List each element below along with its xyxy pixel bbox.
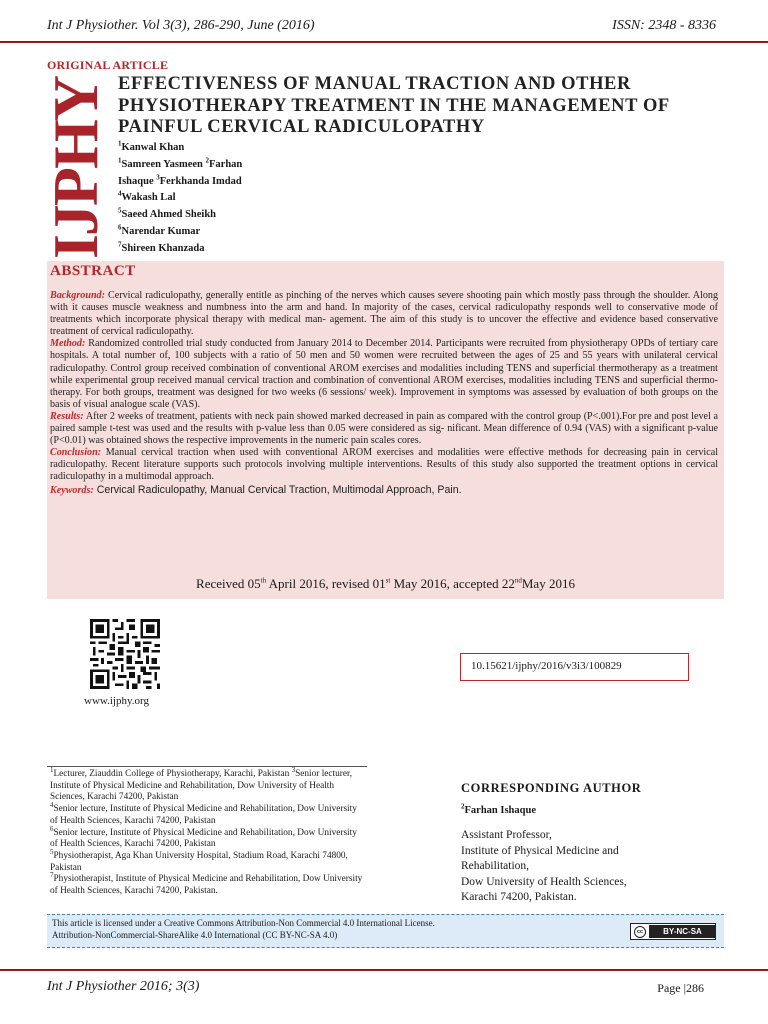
corresponding-heading: CORRESPONDING AUTHOR (461, 781, 642, 795)
address-line: Karachi 74200, Pakistan. (461, 891, 577, 904)
doi-link[interactable]: 10.15621/ijphy/2016/v3i3/100829 (460, 653, 689, 681)
issn: ISSN: 2348 - 8336 (612, 18, 716, 33)
author-line: $^5$Saeed Ahmed Sheikh (118, 206, 217, 221)
article-type: ORIGINAL ARTICLE (47, 58, 169, 72)
address-line: Institute of Physical Medicine and (461, 844, 619, 857)
cc-icon: cc (631, 925, 650, 938)
cc-badge-label: BY-NC-SA (650, 925, 715, 938)
footer-journal: Int J Physiother 2016; 3(3) (47, 979, 200, 994)
website-link[interactable]: www.ijphy.org (84, 695, 149, 707)
footnote-rule (47, 766, 367, 767)
address-line: Dow University of Health Sciences, (461, 875, 627, 888)
header-rule (0, 41, 768, 43)
abstract-heading: ABSTRACT (50, 263, 136, 279)
license-text: This article is licensed under a Creative Commons Attribution-Non Commercial 4.0 International License. Attribution-NonCommercial-ShareAlike 4.0 International (CC BY-NC-SA 4.0) (52, 918, 435, 940)
page-number: Page |286 (657, 981, 704, 995)
affiliation: $^4$Senior lecture, Institute of Physical Medicine and Rehabilitation, Dow University of Health Sciences, Karachi 74200, Pakistan (50, 801, 357, 826)
qr-code-icon (90, 619, 160, 689)
cc-license-badge[interactable] (630, 923, 716, 940)
abstract-results: Results: After 2 weeks of treatment, patients with neck pain showed marked decreased in pain as compared with the control group (P<.001).For pre and post level a paired sample t-test was used and the results with p-value less than 0.05 were considered as sig- nificant. Mean difference of 0.94 (VAS) with a significant p-value (P<0.01) was obtained shows the respective improvements in the numeric pain scales cores. (50, 410, 718, 447)
received-dates: Received 05th April 2016, revised 01st May 2016, accepted 22ndMay 2016 (196, 576, 575, 591)
article-title: EFFECTIVENESS OF MANUAL TRACTION AND OTHER PHYSIOTHERAPY TREATMENT IN THE MANAGEMENT OF PAINFUL CERVICAL RADICULOPATHY (118, 74, 670, 137)
address-line: Rehabilitation, (461, 860, 530, 873)
corresponding-name: $^2$Farhan Ishaque (461, 802, 536, 816)
author-line: $^1$Kanwal Khan (118, 139, 185, 153)
abstract-body (50, 290, 718, 497)
abstract-background: Background: Cervical radiculopathy, generally entitle as pinching of the nerves which causes severe shooting pain which mostly pass through the shoulder. Along with it causes muscle weakness and numbness into the arm and hand. In majority of the cases, cervical radiculopathy responds well to conservative mode of treatments which incorporate physical therapy with medical man- agement. The aim of this study is to uncover the effective and evidence based conservative treatment of cervical radiculopathy. (50, 290, 718, 338)
journal-citation: Int J Physiother. Vol 3(3), 286-290, June (2016) (47, 18, 315, 33)
journal-logo-text: IJPHY (40, 77, 111, 259)
corresponding-address (461, 828, 627, 906)
affiliation: $^7$Physiotherapist, Institute of Physical Medicine and Rehabilitation, Dow University of Health Sciences, Karachi 74200, Pakistan. (50, 871, 363, 897)
journal-logo (40, 76, 111, 260)
address-line: Assistant Professor, (461, 829, 552, 841)
author-line: $^7$Shireen Khanzada (118, 240, 205, 254)
affiliation: $^6$Senior lecture, Institute of Physical Medicine and Rehabilitation, Dow University of Health Sciences, Karachi 74200, Pakistan (50, 824, 357, 850)
affiliation: $^1$Lecturer, Ziauddin College of Physiotherapy, Karachi, Pakistan $^3$Senior lecturer, Institute of Physical Medicine and Rehabilitation, Dow University of Health Sciences, Karachi 74200, Pakistan (50, 765, 353, 803)
author-line: $^6$Narendar Kumar (118, 223, 201, 237)
footer-rule (0, 969, 768, 971)
author-list (118, 140, 242, 258)
affiliations (50, 765, 366, 898)
author-line: Ishaque $^3$Ferkhanda Imdad (118, 173, 242, 187)
abstract-conclusion: Conclusion: Manual cervical traction when used with conventional AROM exercises and modalities were effective methods for decreasing pain in cervical radiculopathy. Recent literature supports such protocols involving multiple interventions. Results of this study also supported the treatment options in cervical radiculopathy in a multimodal approach. (50, 447, 718, 483)
abstract-keywords: Keywords: Cervical Radiculopathy, Manual Cervical Traction, Multimodal Approach, Pain. (50, 483, 462, 496)
abstract-method: Method: Randomized controlled trial study conducted from January 2014 to December 2014. Participants were recruited from physiotherapy OPDs of tertiary care hospitals. A total number of, 100 subjects with a ratio of 50 men and 50 women were recruited between the ages of 25 and 55 years with unilateral cervical radiculopathy. Control group received combination of conventional AROM exercises and modalities including TENS and superficial thermotherapy as a treatment while experimental group received manual cervical traction and combination of conventional AROM exercises, modalities including TENS and superficial thermo- therapy. For both groups, treatment was designed for two weeks (6 sessions/ week). Improvement in symptoms was assessed by evaluation of both groups on the basis of visual analogue scale (VAS). (50, 338, 718, 410)
author-line: $^1$Samreen Yasmeen $^2$Farhan (118, 156, 243, 170)
author-line: $^4$Wakash Lal (118, 189, 176, 204)
affiliation: $^5$Physiotherapist, Aga Khan University Hospital, Stadium Road, Karachi 74800, Pakistan (50, 847, 348, 873)
